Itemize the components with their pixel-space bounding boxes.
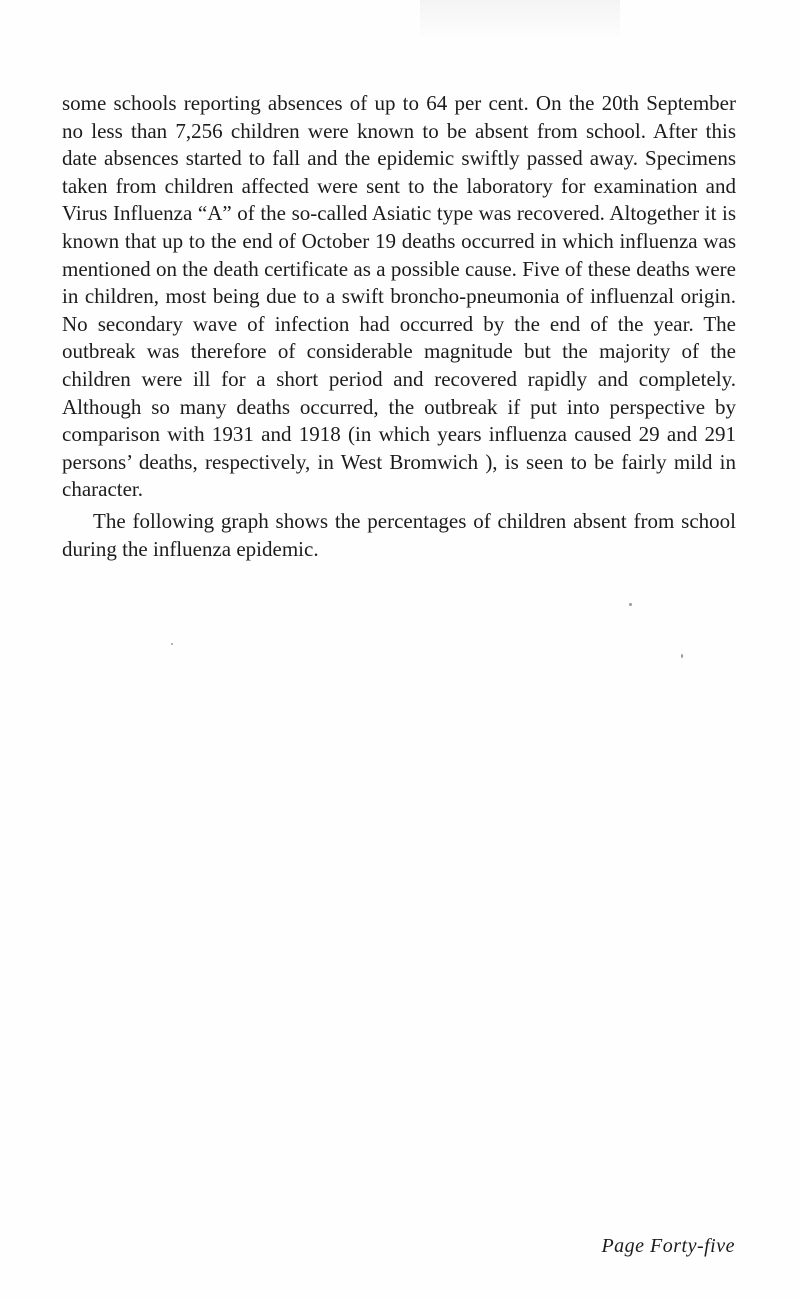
paper-speck bbox=[171, 643, 173, 645]
paragraph-1: some schools reporting absences of up to 64 per cent. On the 20th September no less than 7,256 children were known to be absent from school. After this date absences started to fall and the epidemic swiftly passed away. Specimens taken from children affected were sent to the laboratory for examination and Virus Influenza “A” of the so-called Asiatic type was recovered. Altogether it is known that up to the end of October 19 deaths occurred in which influenza was mentioned on the death certificate as a possible cause. Five of these deaths were in children, most being due to a swift broncho-pneumonia of influenzal origin. No secondary wave of infection had occurred by the end of the year. The outbreak was therefore of considerable magnitude but the majority of the children were ill for a short period and recovered rapidly and completely. Although so many deaths occurred, the outbreak if put into perspective by comparison with 1931 and 1918 (in which years influenza caused 29 and 291 persons’ deaths, respectively, in West Bromwich ), is seen to be fairly mild in character. bbox=[62, 91, 736, 502]
paragraph-2: The following graph shows the percentages of children absent from school during the influenza epidemic. bbox=[62, 508, 736, 561]
paper-speck bbox=[629, 603, 632, 606]
body-text bbox=[62, 90, 736, 563]
paper-speck bbox=[681, 654, 683, 658]
show-through-shadow bbox=[420, 0, 620, 40]
page-number: Page Forty-five bbox=[601, 1235, 735, 1257]
